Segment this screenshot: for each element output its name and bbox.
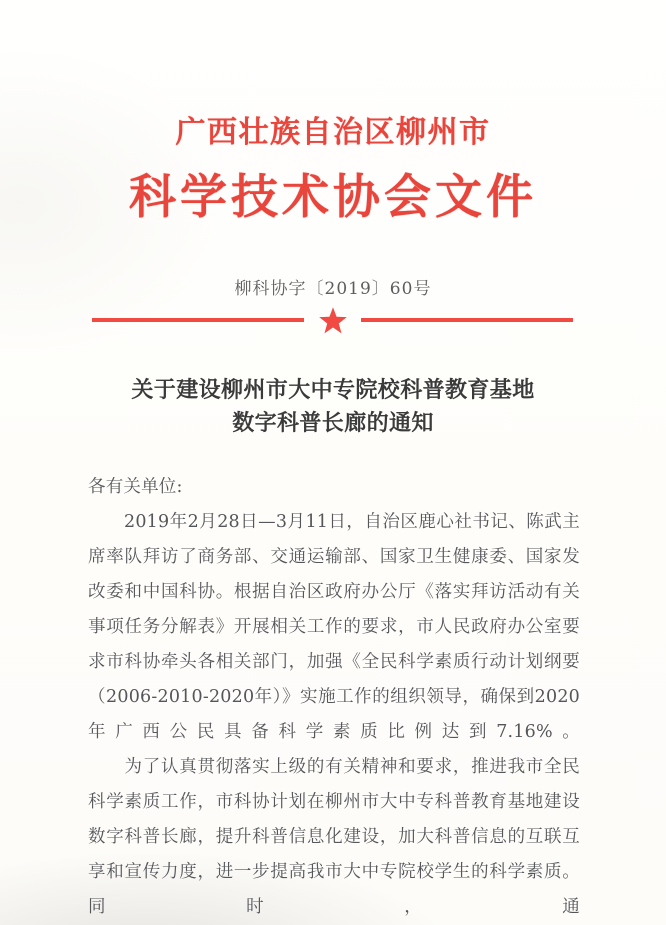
letterhead bbox=[0, 115, 666, 225]
salutation: 各有关单位: bbox=[88, 477, 183, 497]
document-body bbox=[88, 470, 580, 925]
document-type-heading: 科学技术协会文件 bbox=[129, 170, 537, 225]
page-title-line-2: 数字科普长廊的通知 bbox=[232, 410, 434, 436]
body-paragraph-2: 为了认真贯彻落实上级的有关精神和要求，推进我市全民科学素质工作，市科协计划在柳州市大中专科普教育基地建设数字科普长廊，提升科普信息化建设，加大科普信息的互联互享和宣传力度，进一步提高我市大中专院校学生的科学素质。同时，通 bbox=[88, 757, 580, 917]
red-star-icon bbox=[318, 306, 348, 336]
page-title bbox=[0, 374, 666, 440]
header-separator bbox=[92, 310, 573, 332]
page-title-line-1: 关于建设柳州市大中专院校科普教育基地 bbox=[131, 377, 535, 403]
separator-rule-right bbox=[361, 318, 573, 322]
document-number: 柳科协字〔2019〕60号 bbox=[234, 279, 432, 299]
separator-rule-left bbox=[92, 318, 304, 322]
body-paragraph-1: 2019年2月28日—3月11日，自治区鹿心社书记、陈武主席率队拜访了商务部、交通运输部、国家卫生健康委、国家发改委和中国科协。根据自治区政府办公厅《落实拜访活动有关事项任务分解表》开展相关工作的要求，市人民政府办公室要求市科协牵头各相关部门，加强《全民科学素质行动计划纲要（2006-2010-2020年）》实施工作的组织领导，确保到2020年广西公民具备科学素质比例达到7.16%。 bbox=[88, 512, 580, 742]
issuing-organization: 广西壮族自治区柳州市 bbox=[175, 115, 491, 150]
